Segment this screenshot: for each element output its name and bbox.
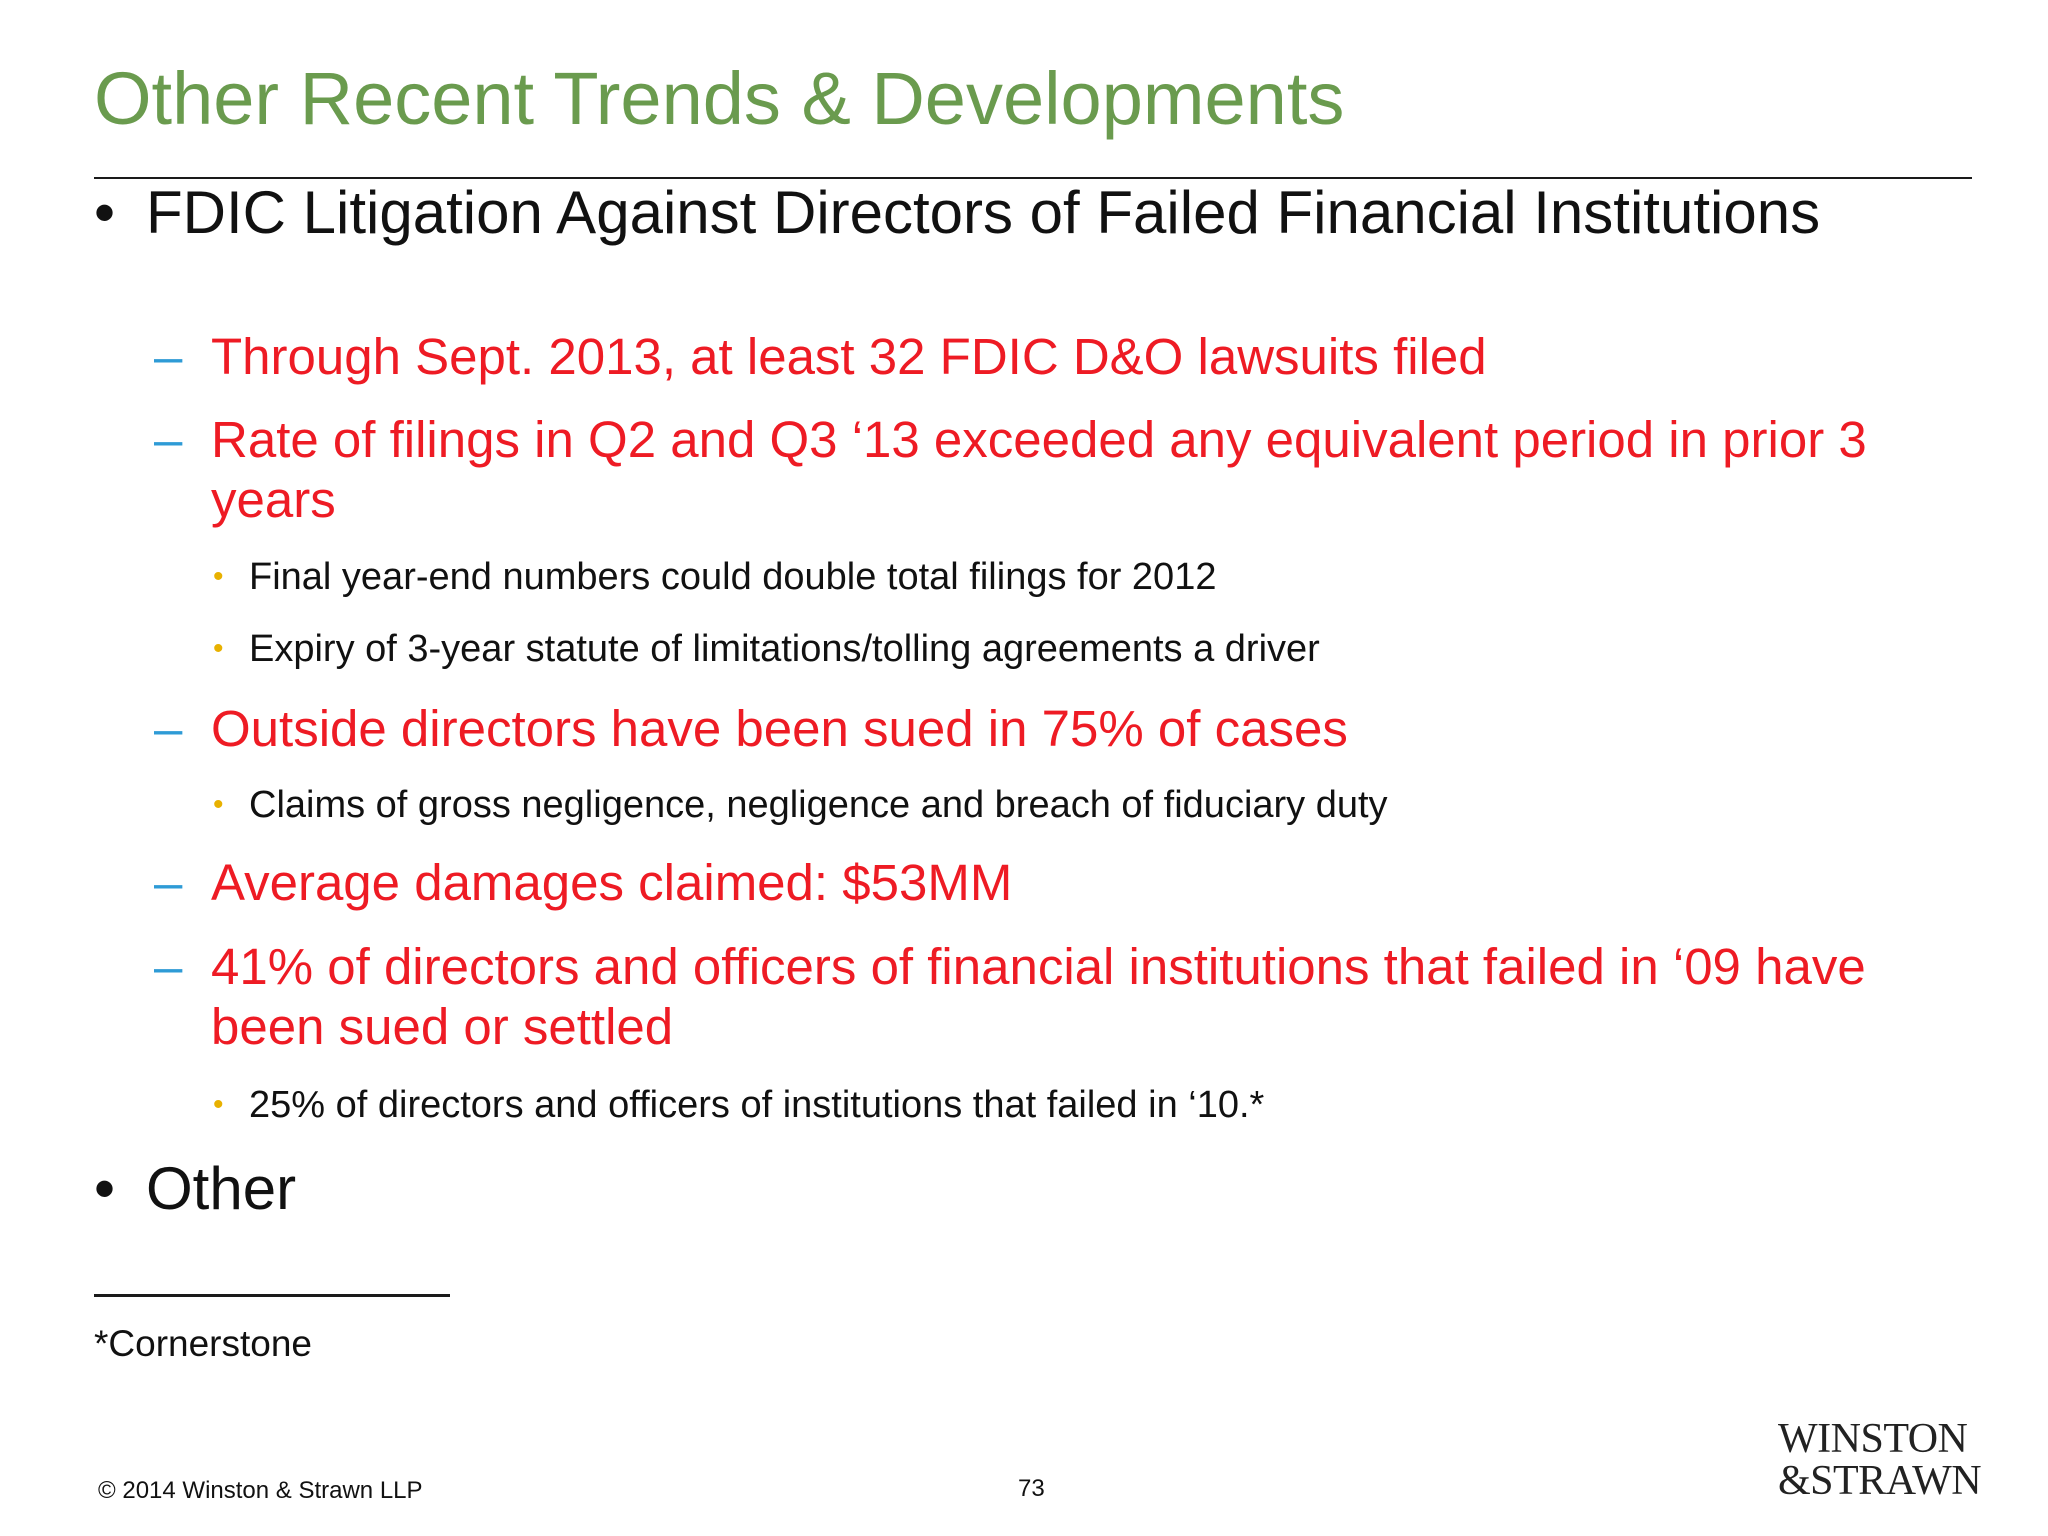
sub-bullet-item: [154, 937, 1866, 996]
sub-bullet-text: Rate of filings in Q2 and Q3 ‘13 exceeded any equivalent period in prior 3: [211, 411, 1867, 468]
sub-bullet-text: Average damages claimed: $53MM: [211, 854, 1013, 911]
sub-bullet-text: 41% of directors and officers of financial institutions that failed in ‘09 have: [211, 938, 1866, 995]
bullet-text: FDIC Litigation Against Directors of Failed Financial Institutions: [146, 179, 1821, 246]
sub-sub-bullet-item: [213, 628, 1320, 671]
sub-sub-bullet-item: [213, 1084, 1265, 1127]
logo-line: &STRAWN: [1778, 1458, 1982, 1504]
dash-mark: –: [154, 700, 183, 757]
footnote: *Cornerstone: [94, 1323, 313, 1364]
dash-mark: –: [154, 854, 183, 911]
bullet-mark: •: [213, 632, 224, 665]
bullet-mark: •: [213, 560, 224, 593]
sub-bullet-continuation: [211, 470, 336, 529]
bullet-item: [94, 1154, 297, 1223]
bullet-mark: •: [94, 179, 116, 246]
dash-mark: –: [154, 411, 183, 468]
sub-sub-bullet-text: 25% of directors and officers of institutions that failed in ‘10.*: [249, 1084, 1265, 1126]
sub-bullet-text: Through Sept. 2013, at least 32 FDIC D&O lawsuits filed: [211, 328, 1487, 385]
slide-title: Other Recent Trends & Developments: [94, 57, 1345, 140]
dash-mark: –: [154, 328, 183, 385]
bullet-text: Other: [146, 1155, 297, 1222]
sub-bullet-text: Outside directors have been sued in 75% of cases: [211, 700, 1348, 757]
logo-line: WINSTON: [1778, 1416, 1968, 1462]
winston-strawn-logo: [1778, 1416, 1982, 1504]
sub-bullet-item: [154, 327, 1487, 386]
copyright: © 2014 Winston & Strawn LLP: [98, 1477, 423, 1504]
sub-bullet-text: been sued or settled: [211, 998, 674, 1055]
dash-mark: –: [154, 938, 183, 995]
sub-sub-bullet-item: [213, 556, 1217, 599]
sub-sub-bullet-text: Expiry of 3-year statute of limitations/tolling agreements a driver: [249, 628, 1320, 670]
sub-sub-bullet-text: Claims of gross negligence, negligence and breach of fiduciary duty: [249, 784, 1388, 826]
bullet-mark: •: [213, 788, 224, 821]
sub-bullet-item: [154, 410, 1867, 469]
sub-bullet-continuation: [211, 997, 673, 1056]
bullet-mark: •: [213, 1088, 224, 1121]
sub-bullet-item: [154, 853, 1013, 912]
bullet-mark: •: [94, 1155, 116, 1222]
footnote-divider: [94, 1294, 450, 1297]
page-number: 73: [1018, 1475, 1045, 1502]
sub-sub-bullet-text: Final year-end numbers could double total filings for 2012: [249, 556, 1217, 598]
bullet-item: [94, 178, 1821, 247]
sub-bullet-text: years: [211, 471, 336, 528]
sub-bullet-item: [154, 699, 1348, 758]
sub-sub-bullet-item: [213, 784, 1388, 827]
